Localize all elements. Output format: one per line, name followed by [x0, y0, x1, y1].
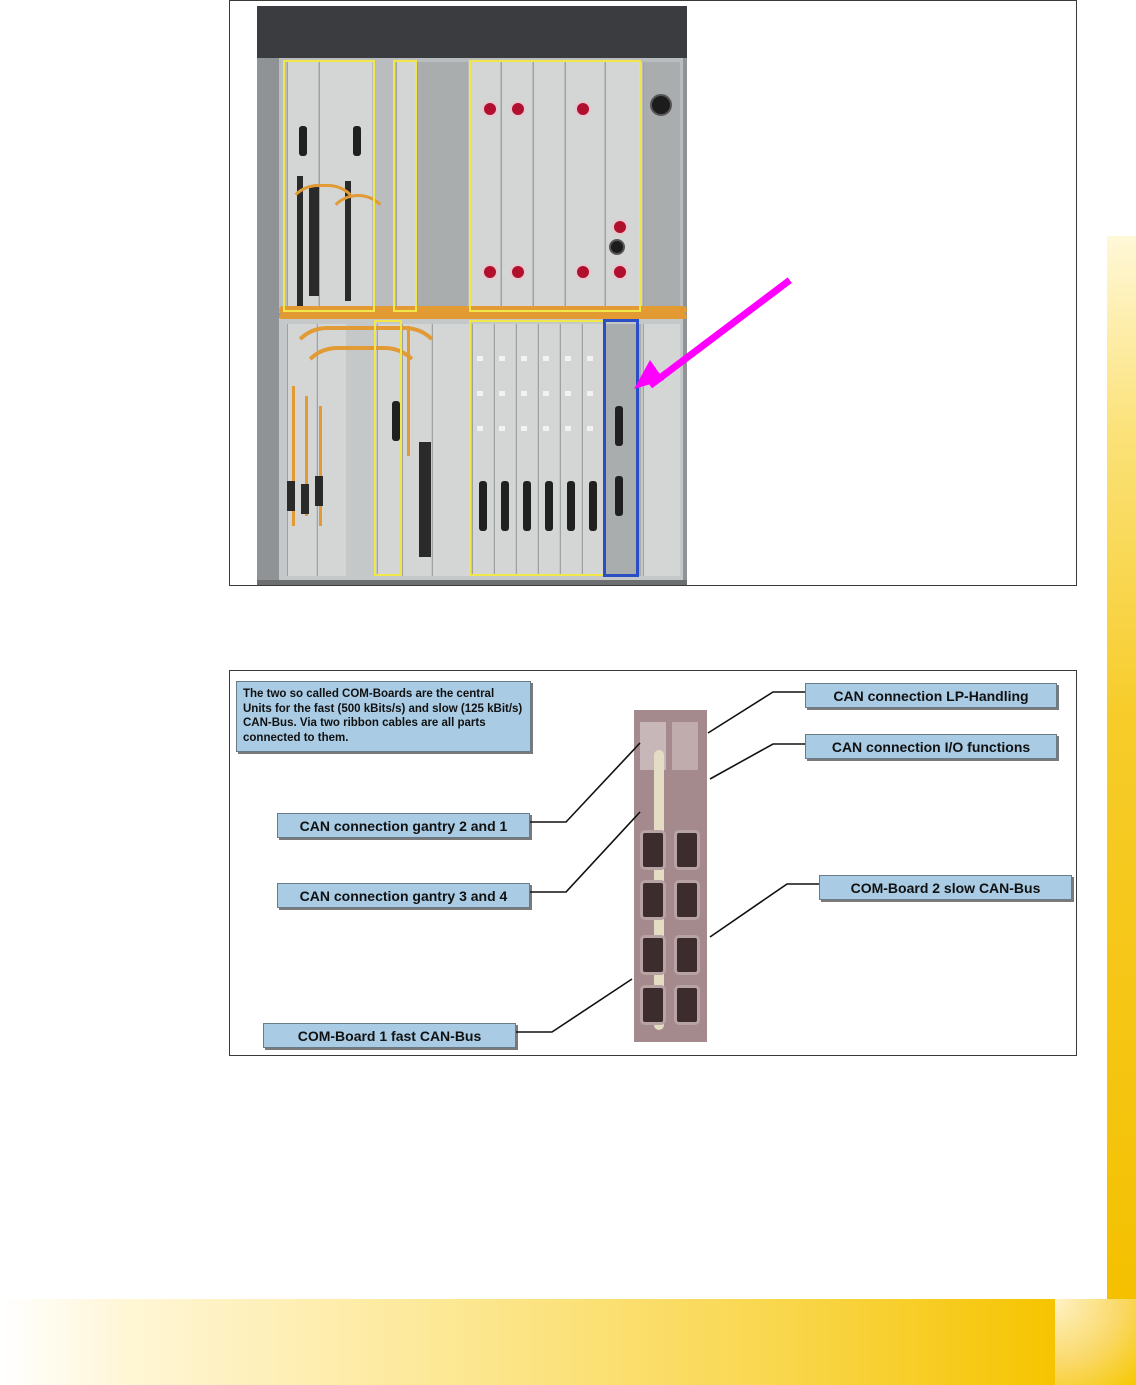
- label-com-board-2: COM-Board 2 slow CAN-Bus: [819, 875, 1072, 900]
- side-accent-strip: [1107, 236, 1136, 1301]
- com-boards-highlight: [603, 319, 639, 577]
- com-board-note: The two so called COM-Boards are the central Units for the fast (500 kBits/s) and slow (125 kBit/s) CAN-Bus. Via two ribbon cables are all parts connected to them.: [236, 681, 531, 752]
- label-can-gantry-2-1: CAN connection gantry 2 and 1: [277, 813, 530, 838]
- label-com-board-1: COM-Board 1 fast CAN-Bus: [263, 1023, 516, 1048]
- com-board-photo: [634, 710, 707, 1042]
- label-can-io-functions: CAN connection I/O functions: [805, 734, 1057, 759]
- bottom-corner-accent: [1055, 1299, 1136, 1385]
- rack-photo: [257, 6, 687, 585]
- bottom-accent-band: [0, 1299, 1055, 1385]
- label-can-gantry-3-4: CAN connection gantry 3 and 4: [277, 883, 530, 908]
- label-can-lp-handling: CAN connection LP-Handling: [805, 683, 1057, 708]
